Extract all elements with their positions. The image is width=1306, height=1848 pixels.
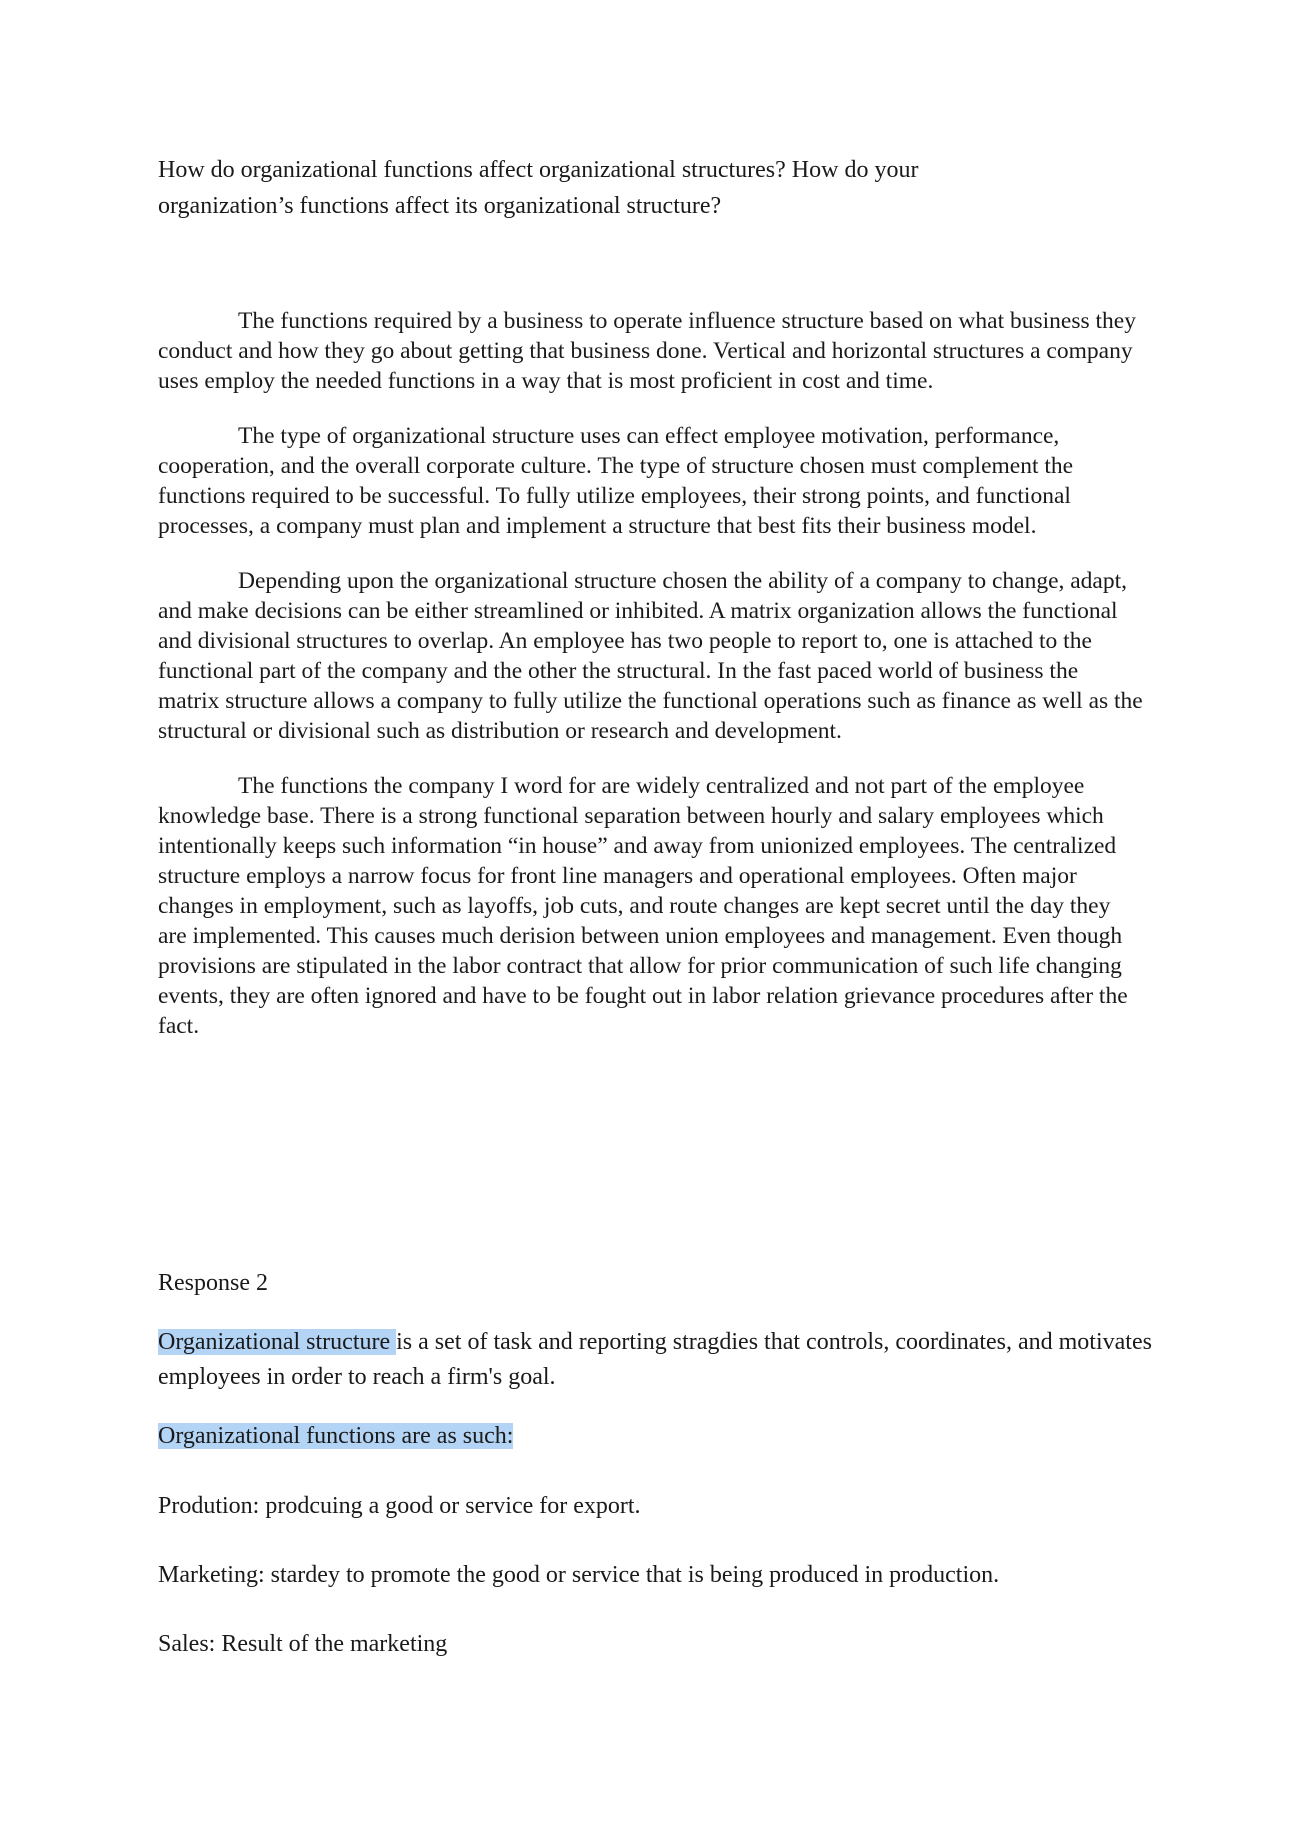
- function-item-production: Prodution: prodcuing a good or service for export.: [158, 1493, 641, 1519]
- highlighted-term[interactable]: Organizational structure: [158, 1329, 397, 1355]
- function-item-marketing: Marketing: stardey to promote the good or service that is being produced in production.: [158, 1562, 1000, 1588]
- essay-paragraph-2: The type of organizational structure uses can effect employee motivation, performance, cooperation, and the overall corporate culture. The type of structure chosen must complement the functions required to be successful. To fully utilize employees, their strong points, and functional processes, a company must plan and implement a structure that best fits their business model.: [158, 423, 1074, 539]
- functions-intro: [158, 1419, 1158, 1454]
- highlighted-functions-intro[interactable]: Organizational functions are as such:: [158, 1423, 514, 1449]
- question-line-1: How do organizational functions affect organizational structures? How do your: [158, 157, 919, 183]
- response-section: [158, 1266, 1158, 1696]
- essay-paragraph-1: The functions required by a business to operate influence structure based on what business they conduct and how they go about getting that business done. Vertical and horizontal structures a company uses employ the needed functions in a way that is most proficient in cost and time.: [158, 308, 1136, 394]
- essay-paragraph-3: Depending upon the organizational structure chosen the ability of a company to change, adapt, and make decisions can be either streamlined or inhibited. A matrix organization allows the functional and divisional structures to overlap. An employee has two people to report to, one is attached to the functional part of the company and the other the structural. In the fast paced world of business the matrix structure allows a company to fully utilize the functional operations such as finance as well as the structural or divisional such as distribution or research and development.: [158, 568, 1143, 744]
- response-definition: [158, 1325, 1158, 1395]
- essay-body: [158, 306, 1143, 1066]
- response-heading: Response 2: [158, 1270, 268, 1296]
- definition-text: is a set of task and reporting stragdies that controls, coordinates, and motivates employees in order to reach a firm's goal.: [158, 1329, 1152, 1390]
- question-prompt: [158, 152, 1158, 224]
- essay-paragraph-4: The functions the company I word for are widely centralized and not part of the employee knowledge base. There is a strong functional separation between hourly and salary employees which intentionally keeps such information “in house” and away from unionized employees. The centralized structure employs a narrow focus for front line managers and operational employees. Often major changes in employment, such as layoffs, job cuts, and route changes are kept secret until the day they are implemented. This causes much derision between union employees and management. Even though provisions are stipulated in the labor contract that allow for prior communication of such life changing events, they are often ignored and have to be fought out in labor relation grievance procedures after the fact.: [158, 773, 1128, 1039]
- function-item-sales: Sales: Result of the marketing: [158, 1631, 448, 1657]
- question-line-2: organization’s functions affect its organizational structure?: [158, 193, 722, 219]
